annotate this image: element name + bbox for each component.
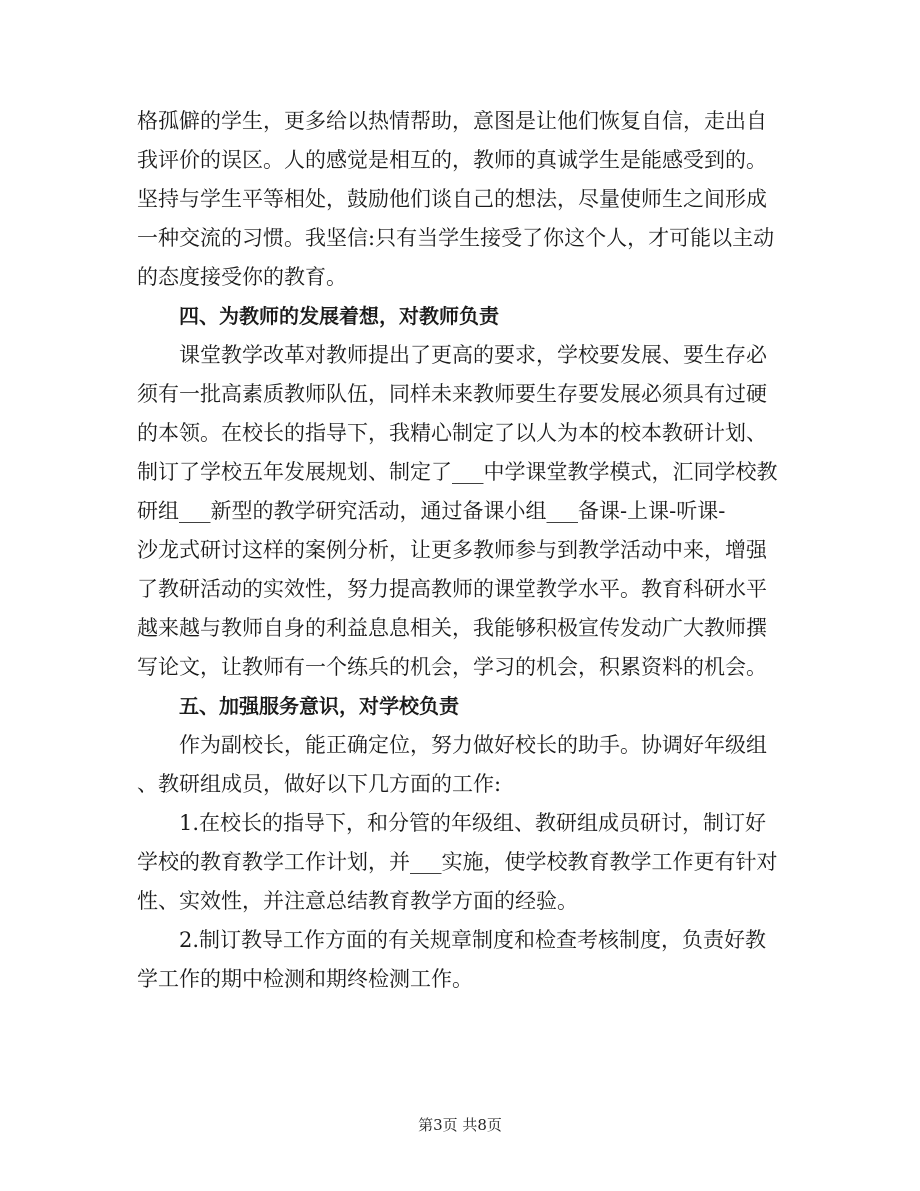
- text-line: 、教研组成员，做好以下几方面的工作:: [137, 772, 502, 796]
- list-item-1: [137, 804, 787, 921]
- text-line: 课堂教学改革对教师提出了更高的要求，学校要发展、要生存必: [179, 343, 767, 367]
- text-line: 我评价的误区。人的感觉是相互的，教师的真诚学生是能感受到的。: [137, 148, 767, 172]
- text-line: 的态度接受你的教育。: [137, 265, 347, 289]
- text-line: 1.在校长的指导下，和分管的年级组、教研组成员研讨，制订好: [179, 811, 767, 835]
- paragraph-teacher-development: [137, 336, 787, 687]
- text-line: 沙龙式研讨这样的案例分析，让更多教师参与到教学活动中来，增强: [137, 538, 767, 562]
- text-line: 2.制订教导工作方面的有关规章制度和检查考核制度，负责好教: [179, 928, 767, 952]
- section-heading-4: 四、为教师的发展着想，对教师负责: [179, 304, 499, 328]
- paragraph-service-awareness: [137, 726, 787, 804]
- section-heading-5: 五、加强服务意识，对学校负责: [179, 694, 459, 718]
- text-line: 学工作的期中检测和期终检测工作。: [137, 967, 473, 991]
- text-line: 一种交流的习惯。我坚信:只有当学生接受了你这个人，才可能以主动: [137, 226, 775, 250]
- text-line: 的本领。在校长的指导下，我精心制定了以人为本的校本教研计划、: [137, 421, 767, 445]
- text-line: 格孤僻的学生，更多给以热情帮助，意图是让他们恢复自信，走出自: [137, 109, 767, 133]
- paragraph-student-care: [137, 102, 787, 297]
- text-line: 学校的教育教学工作计划，并___实施，使学校教育教学工作更有针对: [137, 850, 778, 874]
- text-line: 性、实效性，并注意总结教育教学方面的经验。: [137, 889, 578, 913]
- text-line: 越来越与教师自身的利益息息相关，我能够积极宣传发动广大教师撰: [137, 616, 767, 640]
- text-line: 须有一批高素质教师队伍，同样未来教师要生存要发展必须具有过硬: [137, 382, 767, 406]
- text-line: 制订了学校五年发展规划、制定了___中学课堂教学模式，汇同学校教: [137, 460, 778, 484]
- list-item-2: [137, 921, 787, 999]
- text-line: 了教研活动的实效性，努力提高教师的课堂教学水平。教育科研水平: [137, 577, 767, 601]
- text-line: 写论文，让教师有一个练兵的机会，学习的机会，积累资料的机会。: [137, 655, 767, 679]
- document-body: [137, 102, 787, 999]
- text-line: 研组___新型的教学研究活动，通过备课小组___备课-上课-听课-: [137, 499, 726, 523]
- text-line: 作为副校长，能正确定位，努力做好校长的助手。协调好年级组: [179, 733, 767, 757]
- page-number-footer: 第3页 共8页: [418, 1116, 502, 1134]
- text-line: 坚持与学生平等相处，鼓励他们谈自己的想法，尽量使师生之间形成: [137, 187, 767, 211]
